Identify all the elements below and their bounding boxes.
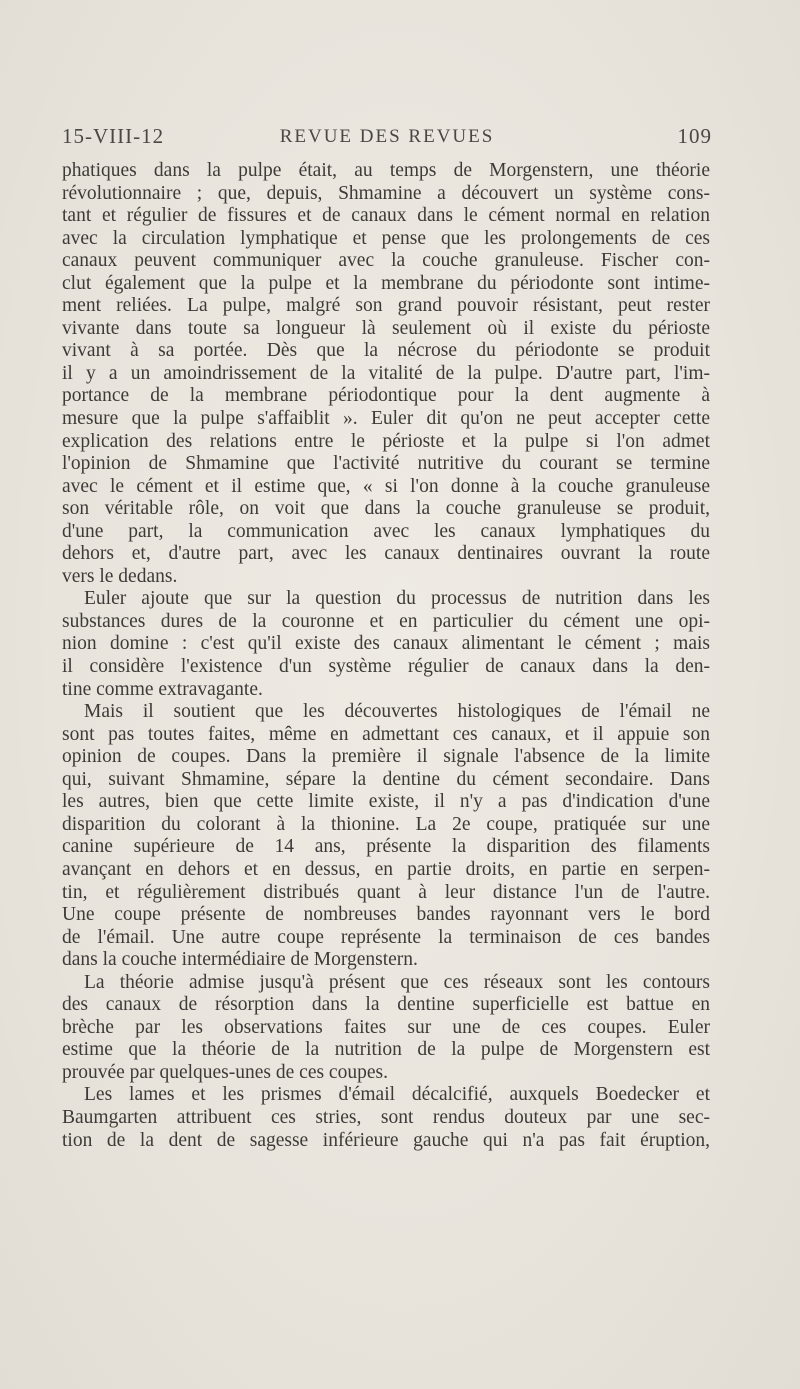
text-line: substances dures de la couronne et en particulier du cément une opi-	[62, 610, 710, 632]
text-line: dans la couche intermédiaire de Morgenstern.	[62, 949, 418, 971]
text-line: clut également que la pulpe et la membrane du périodonte sont intime-	[62, 272, 710, 294]
text-line: dehors et, d'autre part, avec les canaux dentinaires ouvrant la route	[62, 543, 710, 565]
text-line: avançant en dehors et en dessus, en partie droits, en partie en serpen-	[62, 858, 710, 880]
text-line: phatiques dans la pulpe était, au temps de Morgenstern, une théorie	[62, 160, 710, 181]
text-line: tant et régulier de fissures et de canaux dans le cément normal en relation	[62, 205, 710, 227]
text-line: révolutionnaire ; que, depuis, Shmamine a découvert un système cons-	[62, 182, 710, 204]
body-text	[62, 160, 710, 1152]
text-line: des canaux de résorption dans la dentine superficielle est battue en	[62, 994, 710, 1016]
text-line: canaux peuvent communiquer avec la couche granuleuse. Fischer con-	[62, 250, 710, 272]
text-line: vivante dans toute sa longueur là seulement où il existe du périoste	[62, 317, 710, 339]
text-line: opinion de coupes. Dans la première il signale l'absence de la limite	[62, 746, 710, 768]
text-line: d'une part, la communication avec les canaux lymphatiques du	[62, 520, 710, 542]
text-line: estime que la théorie de la nutrition de la pulpe de Morgenstern est	[62, 1039, 710, 1061]
text-line: prouvée par quelques-unes de ces coupes.	[62, 1061, 388, 1083]
text-line: brèche par les observations faites sur une de ces coupes. Euler	[62, 1016, 710, 1038]
text-line: tion de la dent de sagesse inférieure gauche qui n'a pas fait éruption,	[62, 1129, 710, 1151]
text-line: qui, suivant Shmamine, sépare la dentine du cément secondaire. Dans	[62, 768, 710, 790]
text-line: il y a un amoindrissement de la vitalité de la pulpe. D'autre part, l'im-	[62, 362, 710, 384]
header-title: REVUE DES REVUES	[279, 126, 495, 147]
text-line: Euler ajoute que sur la question du processus de nutrition dans les	[84, 588, 710, 610]
text-line: Les lames et les prismes d'émail décalcifié, auxquels Boedecker et	[84, 1084, 710, 1106]
text-line: les autres, bien que cette limite existe, il n'y a pas d'indication d'une	[62, 791, 710, 813]
text-line: ment reliées. La pulpe, malgré son grand pouvoir résistant, peut rester	[62, 295, 710, 317]
text-line: vers le dedans.	[62, 565, 178, 587]
text-line: Baumgarten attribuent ces stries, sont rendus douteux par une sec-	[62, 1106, 710, 1128]
text-line: tin, et régulièrement distribués quant à leur distance l'un de l'autre.	[62, 881, 710, 903]
header-date: 15-VIII-12	[62, 124, 165, 148]
text-line: vivant à sa portée. Dès que la nécrose du périodonte se produit	[62, 340, 710, 362]
text-line: explication des relations entre le périoste et la pulpe si l'on admet	[62, 430, 710, 452]
text-line: avec le cément et il estime que, « si l'on donne à la couche granuleuse	[62, 475, 710, 497]
text-line: Mais il soutient que les découvertes histologiques de l'émail ne	[84, 701, 710, 723]
text-line: tine comme extravagante.	[62, 678, 263, 700]
text-line: portance de la membrane périodontique pour la dent augmente à	[62, 385, 710, 407]
page-number: 109	[677, 124, 712, 148]
text-line: canine supérieure de 14 ans, présente la disparition des filaments	[62, 836, 710, 858]
text-line: nion domine : c'est qu'il existe des canaux alimentant le cément ; mais	[62, 633, 710, 655]
text-line: avec la circulation lymphatique et pense que les prolongements de ces	[62, 227, 710, 249]
text-line: son véritable rôle, on voit que dans la couche granuleuse se produit,	[62, 498, 710, 520]
text-line: l'opinion de Shmamine que l'activité nutritive du courant se termine	[62, 453, 710, 475]
text-line: La théorie admise jusqu'à présent que ces réseaux sont les contours	[84, 971, 710, 993]
text-line: mesure que la pulpe s'affaiblit ». Euler dit qu'on ne peut accepter cette	[62, 408, 710, 430]
text-line: il considère l'existence d'un système régulier de canaux dans la den-	[62, 656, 710, 678]
running-header	[62, 124, 712, 154]
text-line: sont pas toutes faites, même en admettant ces canaux, et il appuie son	[62, 723, 710, 745]
text-line: disparition du colorant à la thionine. La 2e coupe, pratiquée sur une	[62, 813, 710, 835]
text-line: de l'émail. Une autre coupe représente la terminaison de ces bandes	[62, 926, 710, 948]
text-line: Une coupe présente de nombreuses bandes rayonnant vers le bord	[62, 904, 710, 926]
